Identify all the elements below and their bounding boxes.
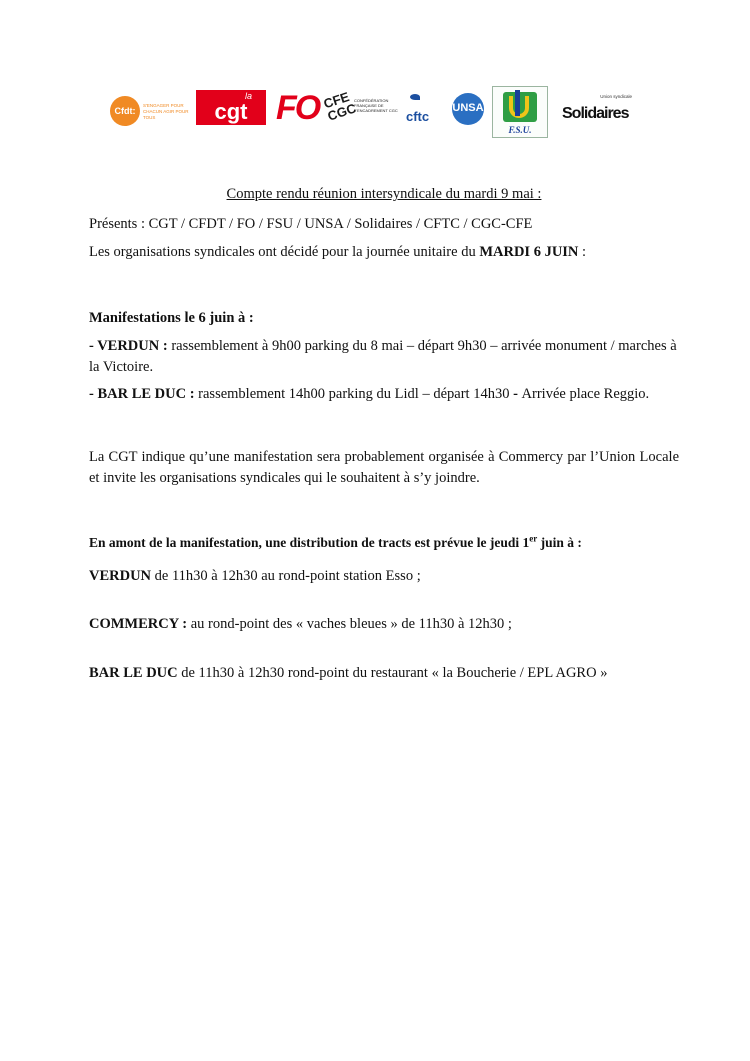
unsa-logo bbox=[452, 93, 484, 125]
fsu-logo-bar bbox=[515, 90, 520, 116]
cgt-logo-mark: cgt bbox=[214, 99, 248, 124]
tract-commercy-line bbox=[89, 614, 679, 635]
decision-lead: Les organisations syndicales ont décidé pour la journée unitaire du bbox=[89, 244, 480, 260]
tract-commercy-text: au rond-point des « vaches bleues » de 11h30 à 12h30 ; bbox=[187, 616, 512, 632]
barleduc-paragraph bbox=[89, 384, 679, 405]
tract-barleduc-label: BAR LE DUC bbox=[89, 665, 178, 681]
decision-tail: : bbox=[578, 244, 587, 260]
tracts-heading-part-2: juin à : bbox=[537, 535, 582, 550]
fsu-logo-mark: F.S.U. bbox=[508, 125, 532, 135]
cfdt-logo bbox=[110, 96, 190, 126]
tract-barleduc-text: de 11h30 à 12h30 rond-point du restaurant « la Boucherie / EPL AGRO » bbox=[177, 665, 608, 681]
decision-line bbox=[89, 242, 679, 263]
verdun-paragraph bbox=[89, 336, 679, 378]
cgt-logo-prefix: la bbox=[244, 91, 252, 101]
cgt-logo bbox=[196, 90, 266, 125]
barleduc-label: - BAR LE DUC : bbox=[89, 386, 195, 402]
barleduc-separator: - bbox=[509, 386, 522, 402]
solidaires-logo-mark: Solidaires bbox=[562, 105, 629, 122]
barleduc-text-2: Arrivée place Reggio. bbox=[521, 386, 650, 402]
fo-logo-mark: FO bbox=[276, 89, 320, 127]
cfdt-logo-tagline: S'ENGAGER POUR CHACUN AGIR POUR TOUS bbox=[143, 103, 189, 120]
verdun-label: - VERDUN : bbox=[89, 338, 168, 354]
dove-icon bbox=[410, 94, 420, 100]
union-logos-banner bbox=[110, 86, 640, 138]
tract-verdun-text: de 11h30 à 12h30 au rond-point station Esso ; bbox=[151, 568, 421, 584]
cftc-logo bbox=[406, 94, 444, 124]
tracts-heading bbox=[89, 532, 679, 553]
solidaires-logo-caption: Union syndicale bbox=[600, 94, 632, 99]
tracts-heading-part-1: En amont de la manifestation, une distribution de tracts est prévue le jeudi 1 bbox=[89, 535, 530, 550]
tract-commercy-label: COMMERCY : bbox=[89, 616, 188, 632]
decision-date: MARDI 6 JUIN bbox=[479, 244, 579, 260]
cfe-cgc-logo-text: CONFÉDÉRATION FRANÇAISE DE L'ENCADREMENT CGC bbox=[354, 98, 398, 113]
barleduc-text-1: rassemblement 14h00 parking du Lidl – départ 14h30 bbox=[194, 386, 510, 402]
tract-verdun-label: VERDUN bbox=[89, 568, 152, 584]
fsu-logo bbox=[492, 86, 548, 138]
cftc-logo-mark: cftc bbox=[406, 109, 430, 124]
solidaires-logo bbox=[562, 94, 638, 128]
verdun-text: rassemblement à 9h00 parking du 8 mai – départ 9h30 – arrivée monument / marches à la Victoire. bbox=[89, 338, 677, 375]
manifestations-heading bbox=[89, 308, 679, 329]
tracts-heading-superscript: er bbox=[529, 533, 538, 544]
tracts-heading-text bbox=[89, 535, 582, 550]
document-title: Compte rendu réunion intersyndicale du mardi 9 mai : bbox=[226, 186, 542, 202]
cfe-cgc-logo bbox=[322, 90, 402, 126]
unsa-logo-mark: UNSA bbox=[452, 102, 484, 114]
presents-line: Présents : CGT / CFDT / FO / FSU / UNSA / Solidaires / CFTC / CGC-CFE bbox=[89, 216, 533, 232]
cgt-note-paragraph: La CGT indique qu’une manifestation sera probablement organisée à Commercy par l’Union Locale et invite les organisations syndicales qui le souhaitent à s’y joindre. bbox=[89, 449, 679, 486]
fo-logo bbox=[276, 88, 320, 128]
manifestations-heading-text: Manifestations le 6 juin à : bbox=[89, 310, 254, 326]
cfe-cgc-logo-mark: CFE CGC bbox=[321, 89, 358, 124]
cfdt-logo-mark: Cfdt: bbox=[110, 96, 140, 126]
tract-barleduc-line bbox=[89, 663, 679, 684]
tract-verdun-line bbox=[89, 566, 679, 587]
